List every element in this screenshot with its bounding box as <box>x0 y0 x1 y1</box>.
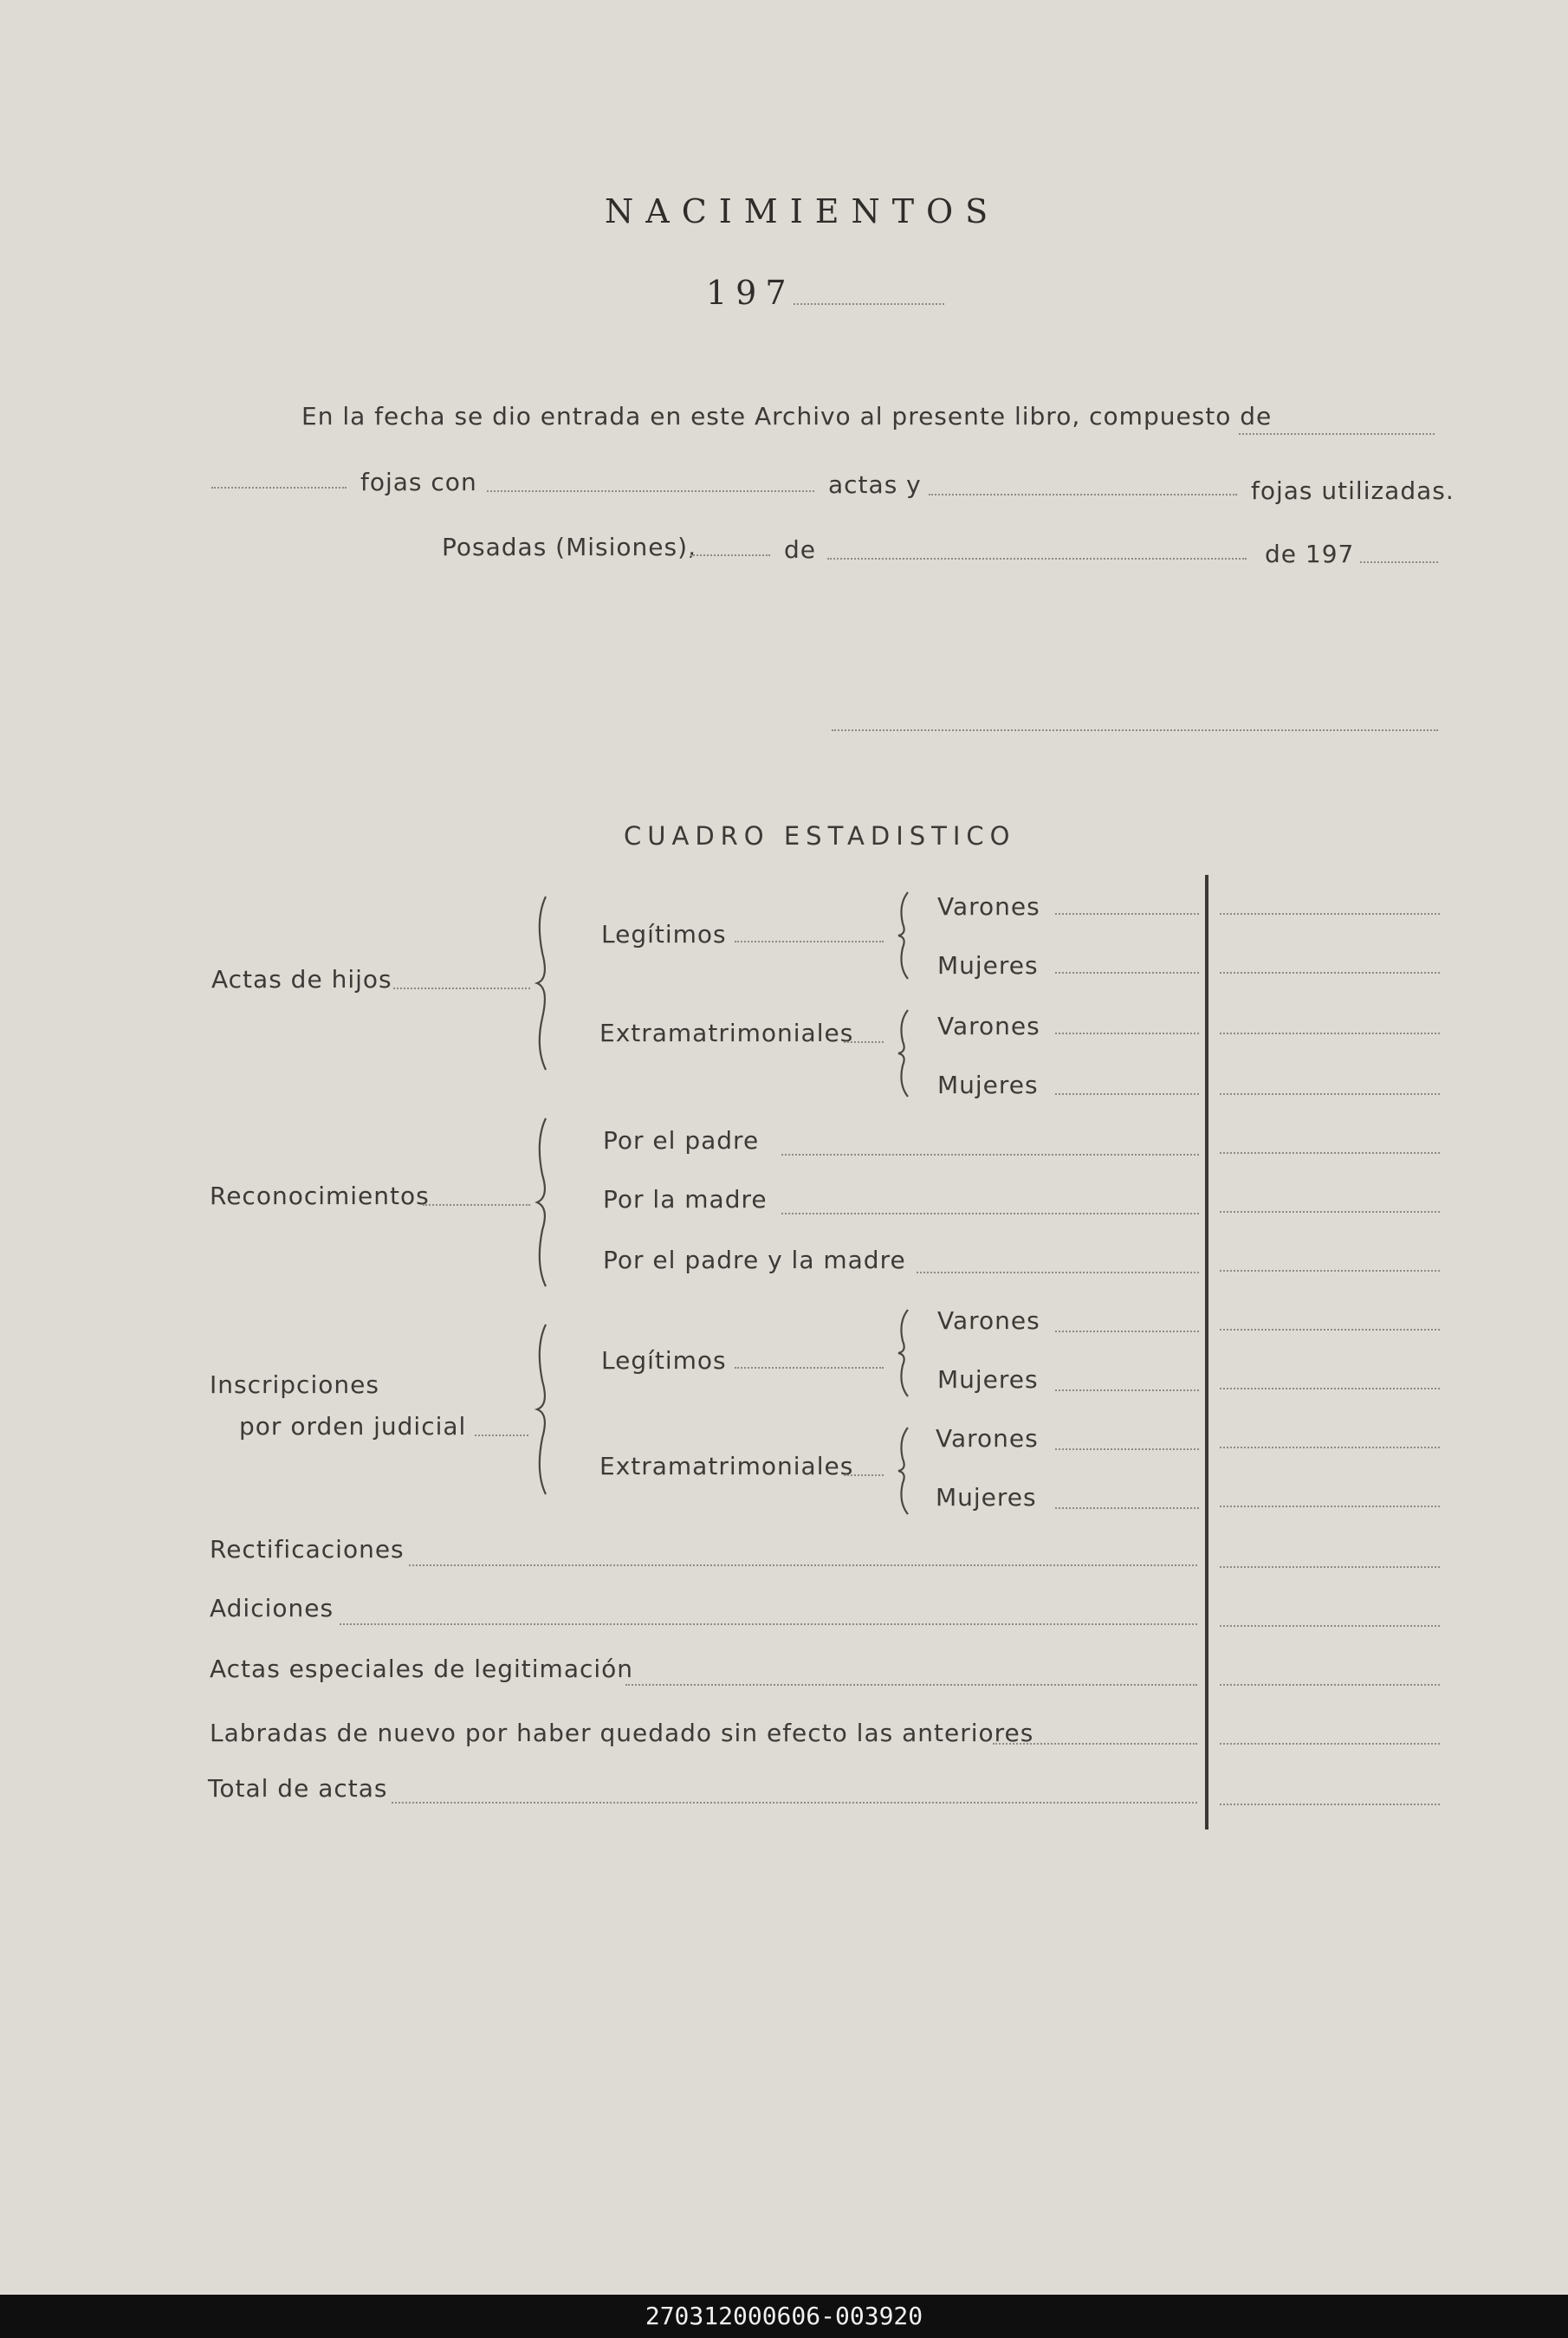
insc-leg-mujeres-label: Mujeres <box>937 1365 1039 1394</box>
legitimos-varones-total <box>1220 913 1440 915</box>
legitimos-label: Legítimos <box>601 920 727 949</box>
por-el-padre-line <box>781 1154 1199 1156</box>
extra-varones-total <box>1220 1033 1440 1034</box>
fojas-line <box>211 487 347 489</box>
insc-extra-varones-line <box>1055 1448 1199 1450</box>
insc-extra-mujeres-line <box>1055 1507 1199 1509</box>
adiciones-total <box>1220 1625 1440 1627</box>
month-line <box>827 558 1247 560</box>
inscripciones-label-1: Inscripciones <box>210 1370 379 1399</box>
actas-especiales-total <box>1220 1684 1440 1686</box>
de-year-label: de 197 <box>1265 540 1355 568</box>
inscripciones-label-2: por orden judicial <box>239 1412 467 1441</box>
year-blank-line <box>794 303 944 305</box>
footer-id: 270312000606-003920 <box>645 2302 923 2330</box>
insc-legitimos-dots <box>735 1367 884 1369</box>
page-title: NACIMIENTOS <box>605 192 1001 230</box>
total-actas-line <box>392 1802 1197 1804</box>
legitimos-mujeres-label: Mujeres <box>937 951 1039 980</box>
legitimos-brace <box>894 889 915 982</box>
insc-legitimos-label: Legítimos <box>601 1346 727 1375</box>
extra-varones-line <box>1055 1033 1199 1034</box>
legitimos-mujeres-total <box>1220 972 1440 974</box>
extramatrimoniales-dots <box>844 1041 884 1043</box>
fojas-utilizadas-label: fojas utilizadas. <box>1251 476 1455 505</box>
total-actas-total <box>1220 1804 1440 1805</box>
rectificaciones-line <box>409 1564 1197 1566</box>
fojas-con-label: fojas con <box>360 468 477 496</box>
labradas-label: Labradas de nuevo por haber quedado sin efecto las anteriores <box>210 1719 1034 1747</box>
signature-line <box>832 729 1438 731</box>
actas-de-hijos-brace <box>530 892 556 1074</box>
extra-mujeres-label: Mujeres <box>937 1071 1039 1099</box>
rectificaciones-total <box>1220 1566 1440 1568</box>
actas-especiales-label: Actas especiales de legitimación <box>210 1655 634 1683</box>
de-label: de <box>784 535 816 564</box>
legitimos-varones-line <box>1055 913 1199 915</box>
reconocimientos-dots <box>423 1204 530 1206</box>
insc-extra-varones-total <box>1220 1447 1440 1448</box>
day-line <box>690 554 770 556</box>
year-end-line <box>1360 561 1438 563</box>
por-ambos-line <box>917 1272 1199 1273</box>
inscripciones-brace <box>530 1320 556 1499</box>
actas-de-hijos-dots <box>393 988 530 989</box>
extra-varones-label: Varones <box>937 1012 1040 1040</box>
por-la-madre-line <box>781 1213 1199 1214</box>
extramatrimoniales-label: Extramatrimoniales <box>599 1019 854 1047</box>
reconocimientos-label: Reconocimientos <box>210 1182 430 1210</box>
fojas-count-line <box>1239 433 1435 435</box>
actas-especiales-line <box>625 1684 1197 1686</box>
por-el-padre-total <box>1220 1152 1440 1154</box>
year-prefix: 197 <box>706 274 795 312</box>
entry-line-1: En la fecha se dio entrada en este Archivo al presente libro, compuesto de <box>301 402 1273 431</box>
adiciones-line <box>340 1623 1197 1625</box>
footer-id-bar <box>0 2295 1568 2338</box>
insc-leg-varones-total <box>1220 1329 1440 1331</box>
insc-extra-label: Extramatrimoniales <box>599 1452 854 1480</box>
insc-leg-mujeres-total <box>1220 1388 1440 1389</box>
por-ambos-total <box>1220 1270 1440 1272</box>
total-actas-label: Total de actas <box>208 1774 388 1803</box>
extra-mujeres-total <box>1220 1093 1440 1095</box>
insc-leg-varones-label: Varones <box>937 1306 1040 1335</box>
legitimos-mujeres-line <box>1055 972 1199 974</box>
reconocimientos-brace <box>530 1114 556 1291</box>
insc-legitimos-brace <box>894 1306 915 1400</box>
extramatrimoniales-brace <box>894 1007 915 1100</box>
insc-extra-brace <box>894 1424 915 1518</box>
legitimos-varones-label: Varones <box>937 892 1040 921</box>
rectificaciones-label: Rectificaciones <box>210 1535 405 1564</box>
fojas-utilizadas-line <box>929 494 1237 495</box>
por-la-madre-total <box>1220 1211 1440 1213</box>
legitimos-dots <box>735 941 884 942</box>
adiciones-label: Adiciones <box>210 1594 334 1622</box>
por-el-padre-label: Por el padre <box>603 1126 760 1155</box>
insc-leg-varones-line <box>1055 1331 1199 1332</box>
table-divider <box>1205 875 1208 1830</box>
por-ambos-label: Por el padre y la madre <box>603 1246 906 1274</box>
stats-title: CUADRO ESTADISTICO <box>624 821 1016 851</box>
actas-y-label: actas y <box>828 470 922 499</box>
insc-extra-mujeres-total <box>1220 1506 1440 1507</box>
insc-extra-dots <box>844 1474 884 1476</box>
actas-count-line <box>487 490 814 492</box>
actas-de-hijos-label: Actas de hijos <box>211 965 392 994</box>
por-la-madre-label: Por la madre <box>603 1185 768 1214</box>
labradas-total <box>1220 1743 1440 1745</box>
insc-extra-mujeres-label: Mujeres <box>936 1483 1037 1512</box>
insc-leg-mujeres-line <box>1055 1389 1199 1391</box>
labradas-line <box>993 1743 1197 1745</box>
insc-extra-varones-label: Varones <box>936 1424 1039 1453</box>
inscripciones-dots <box>475 1435 528 1436</box>
place-label: Posadas (Misiones), <box>442 533 697 561</box>
extra-mujeres-line <box>1055 1093 1199 1095</box>
